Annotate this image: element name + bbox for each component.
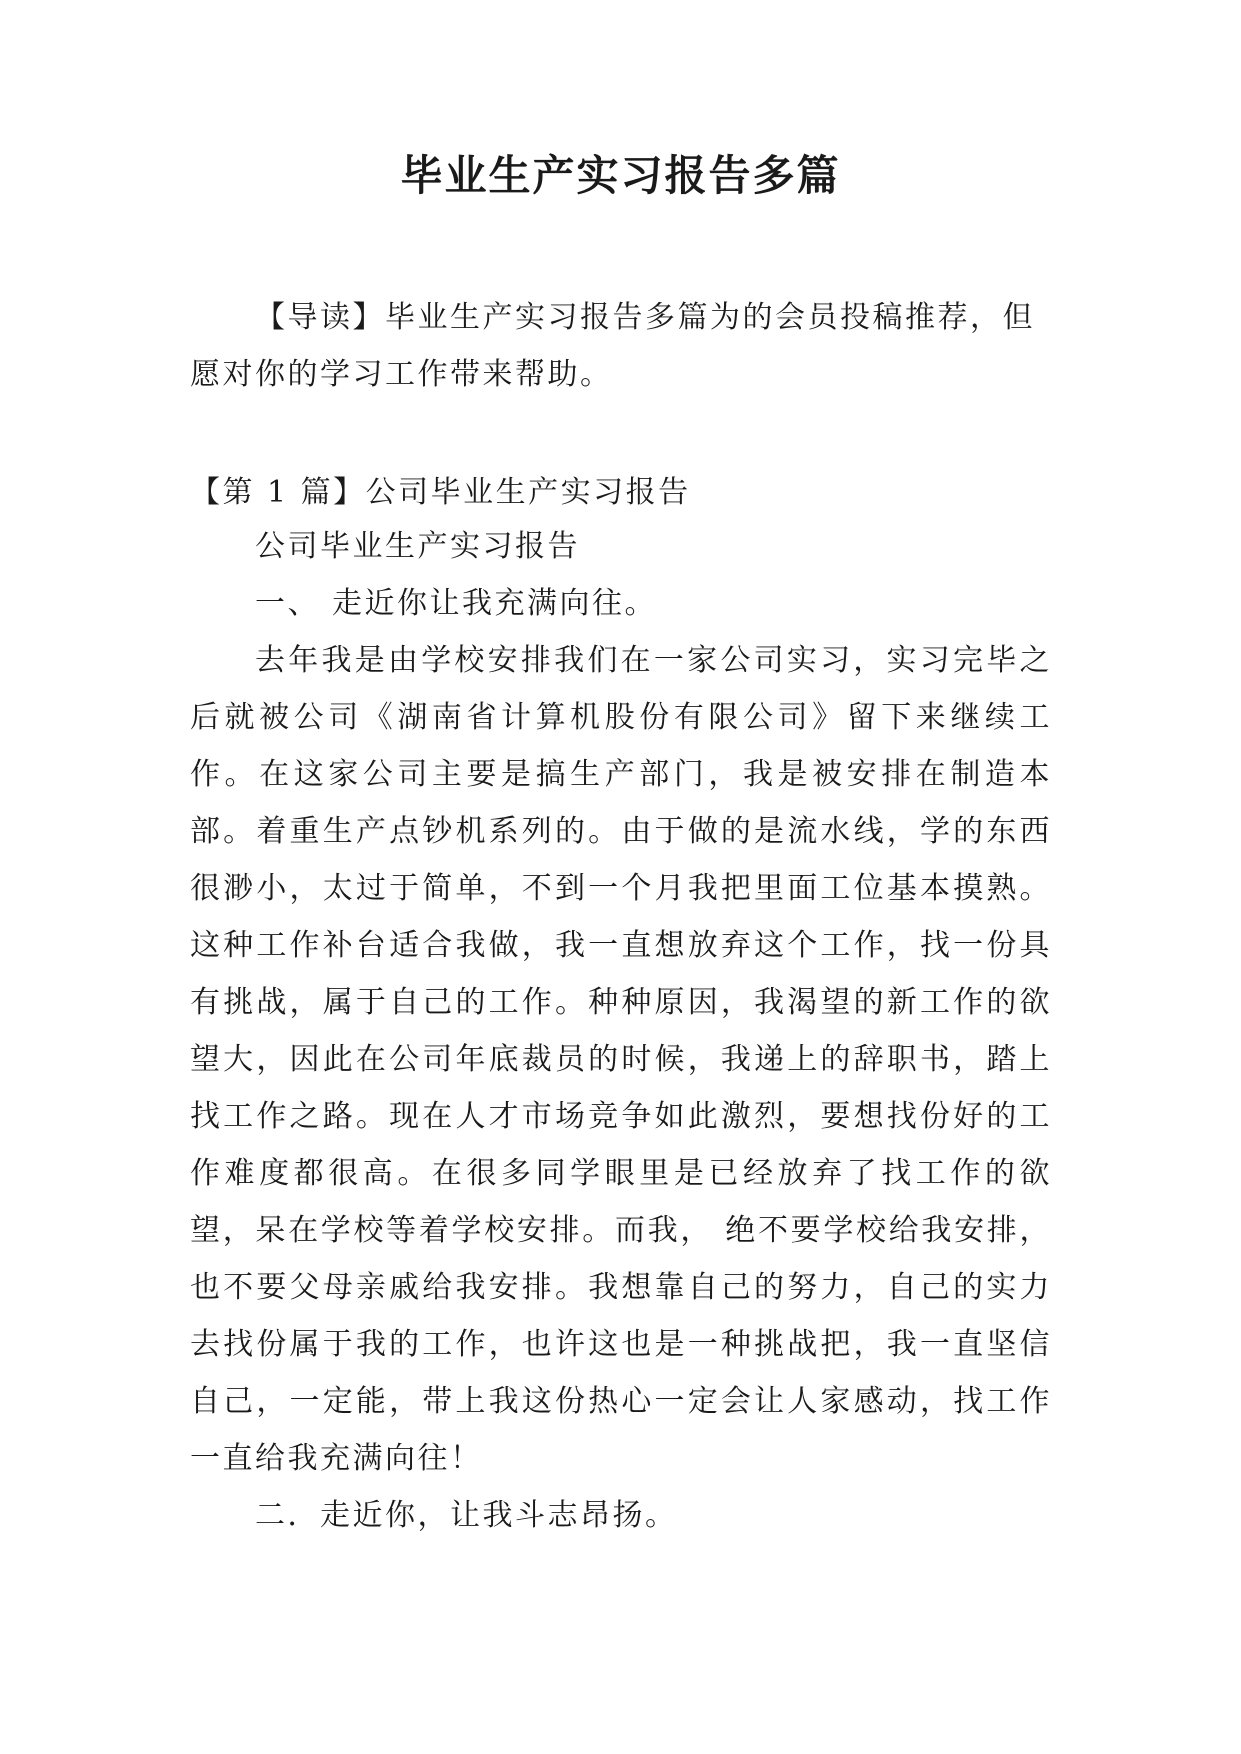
section-content: [190, 518, 1052, 1544]
intro-paragraph: 【导读】毕业生产实习报告多篇为的会员投稿推荐，但愿对你的学习工作带来帮助。: [190, 300, 1035, 392]
body-paragraph: 去年我是由学校安排我们在一家公司实习，实习完毕之后就被公司《湖南省计算机股份有限公司》留下来继续工作。在这家公司主要是搞生产部门，我是被安排在制造本部。着重生产点钞机系列的。由于做的是流水线，学的东西很渺小，太过于简单，不到一个月我把里面工位基本摸熟。这种工作补台适合我做，我一直想放弃这个工作，找一份具有挑战，属于自己的工作。种种原因，我渴望的新工作的欲望大，因此在公司年底裁员的时候，我递上的辞职书，踏上找工作之路。现在人才市场竞争如此激烈，要想找份好的工作难度都很高。在很多同学眼里是已经放弃了找工作的欲望，呆在学校等着学校安排。而我， 绝不要学校给我安排，也不要父母亲戚给我安排。我想靠自己的努力，自己的实力去找份属于我的工作，也许这也是一种挑战把，我一直坚信自己，一定能，带上我这份热心一定会让人家感动，找工作一直给我充满向往！: [190, 643, 1052, 1476]
document-title: 毕业生产实习报告多篇: [400, 151, 841, 200]
point-heading-1: 一、 走近你让我充满向往。: [255, 586, 658, 621]
point-heading-2: 二．走近你，让我斗志昂扬。: [255, 1498, 678, 1533]
section-heading: 【第 1 篇】公司毕业生产实习报告: [190, 475, 691, 510]
sub-heading: 公司毕业生产实习报告: [255, 529, 580, 564]
